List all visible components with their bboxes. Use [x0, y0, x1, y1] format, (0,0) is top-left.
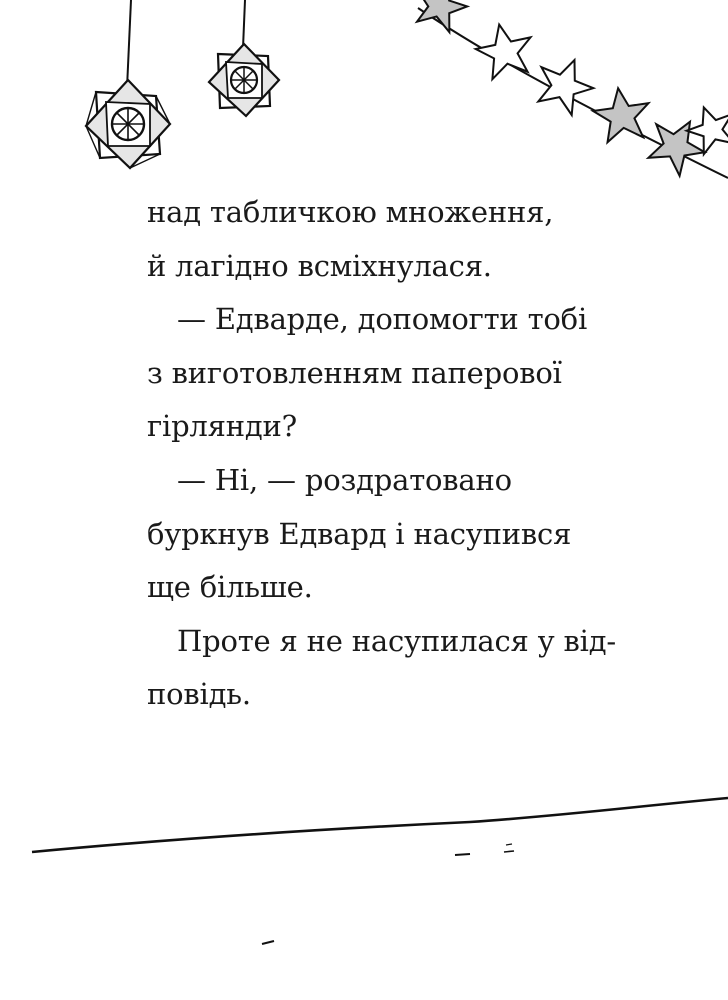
text-line: повідь.	[147, 677, 251, 712]
text-line: Проте я не насупилася у від-	[177, 623, 616, 658]
paper-lantern-icon	[86, 80, 170, 168]
paper-lantern-icon	[209, 44, 279, 116]
ground-dash	[262, 941, 274, 944]
lantern-string-right	[243, 0, 245, 48]
text-line: ще більше.	[147, 570, 313, 605]
text-line: — Ні, — роздратовано	[177, 462, 512, 497]
text-line: — Едварде, допомогти тобі	[177, 302, 588, 337]
ground-line	[32, 798, 728, 852]
lantern-string-left	[127, 0, 131, 88]
ground-dash	[455, 854, 470, 855]
text-line: з виготовленням паперової	[147, 355, 562, 390]
text-line: гірлянди?	[147, 409, 298, 444]
text-line: буркнув Едвард і насупився	[147, 516, 572, 551]
star-garland-icon	[408, 0, 728, 181]
ground-dash	[504, 851, 514, 852]
ground-dash	[506, 844, 512, 845]
text-line: над табличкою множення,	[147, 195, 554, 229]
page-text	[147, 186, 647, 722]
text-line: й лагідно всміхнулася.	[147, 248, 492, 283]
